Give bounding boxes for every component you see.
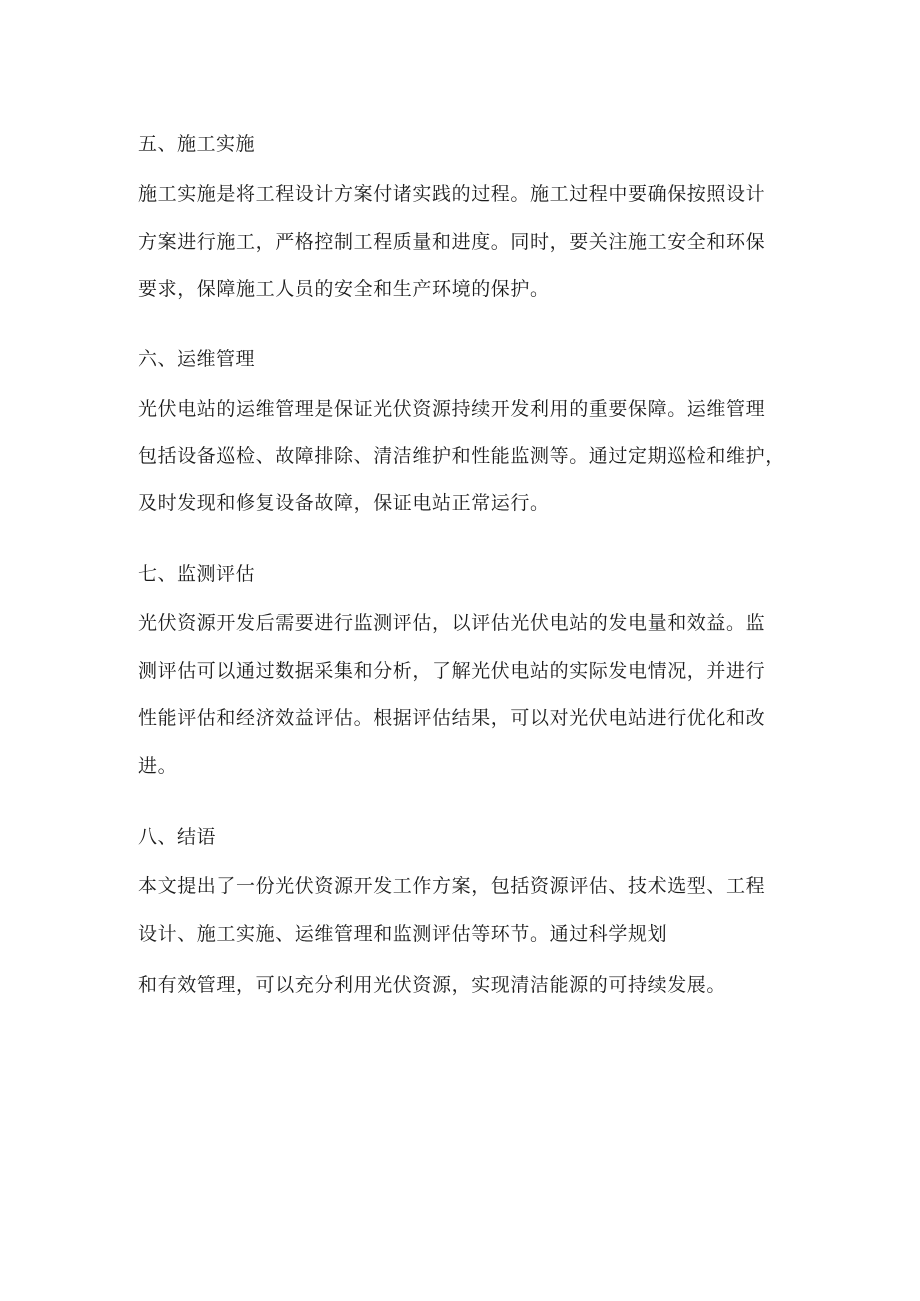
paragraph-line: 测评估可以通过数据采集和分析，了解光伏电站的实际发电情况，并进行	[138, 660, 766, 682]
paragraph-line: 进。	[138, 755, 178, 777]
paragraph-line: 包括设备巡检、故障排除、清洁维护和性能监测等。通过定期巡检和维护，	[138, 445, 785, 467]
section-heading-6: 六、运维管理	[138, 348, 256, 370]
paragraph-line: 和有效管理，可以充分利用光伏资源，实现清洁能源的可持续发展。	[138, 974, 727, 996]
paragraph-line: 本文提出了一份光伏资源开发工作方案，包括资源评估、技术选型、工程	[138, 875, 766, 897]
paragraph-line: 施工实施是将工程设计方案付诸实践的过程。施工过程中要确保按照设计	[138, 183, 766, 205]
paragraph-line: 光伏电站的运维管理是保证光伏资源持续开发利用的重要保障。运维管理	[138, 398, 766, 420]
paragraph-line: 设计、施工实施、运维管理和监测评估等环节。通过科学规划	[138, 923, 668, 945]
paragraph-line: 要求，保障施工人员的安全和生产环境的保护。	[138, 278, 550, 300]
section-heading-5: 五、施工实施	[138, 133, 256, 155]
paragraph-line: 性能评估和经济效益评估。根据评估结果，可以对光伏电站进行优化和改	[138, 707, 766, 729]
section-heading-8: 八、结语	[138, 826, 217, 848]
paragraph-line: 光伏资源开发后需要进行监测评估，以评估光伏电站的发电量和效益。监	[138, 612, 766, 634]
paragraph-line: 方案进行施工，严格控制工程质量和进度。同时，要关注施工安全和环保	[138, 231, 766, 253]
section-heading-7: 七、监测评估	[138, 563, 256, 585]
paragraph-line: 及时发现和修复设备故障，保证电站正常运行。	[138, 492, 550, 514]
